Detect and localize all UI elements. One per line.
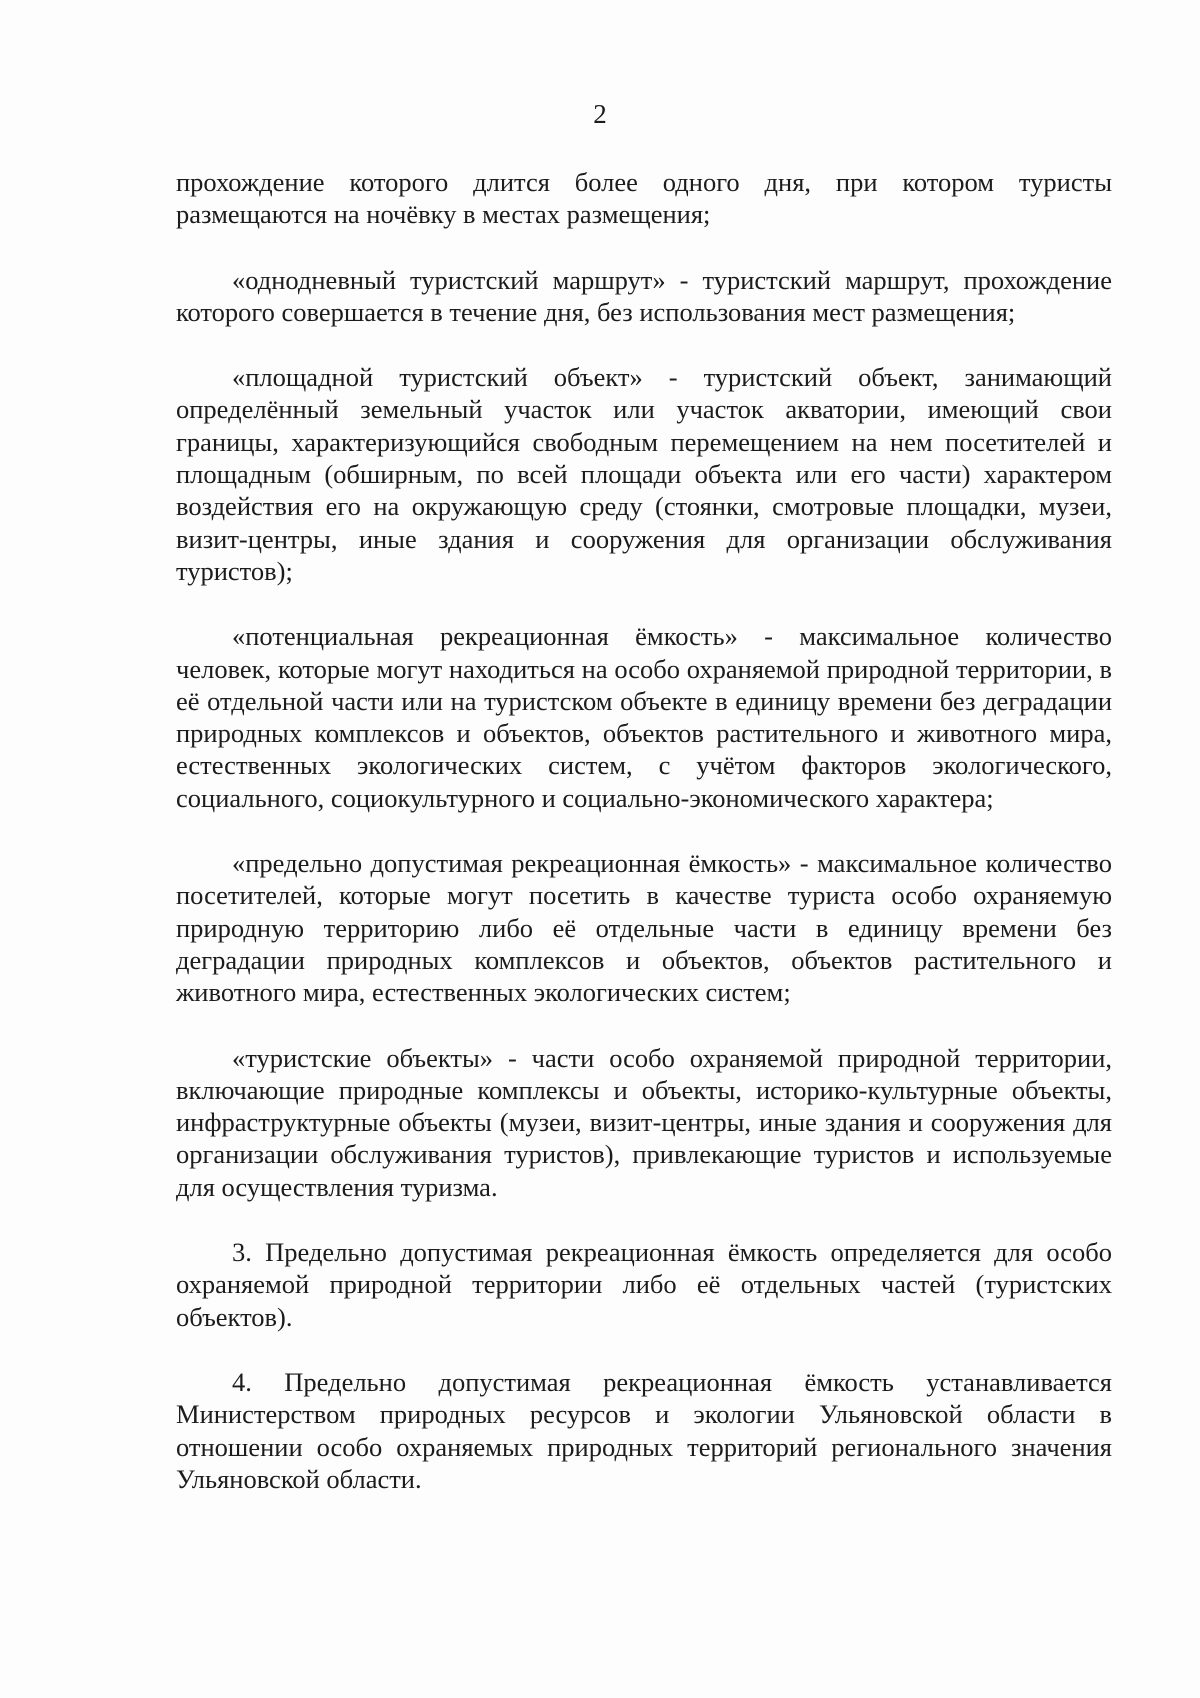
document-body: [176, 166, 1112, 1528]
paragraph-max-capacity: «предельно допустимая рекреационная ёмкость» - максимальное количество посетителей, которые могут посетить в качестве туриста особо охраняемую природную территорию либо её отдельные части в единицу времени без деградации природных комплексов и объектов, объектов растительного и животного мира, естественных экологических систем;: [176, 848, 1112, 1008]
paragraph-clause-4: 4. Предельно допустимая рекреационная ёмкость устанавливается Министерством природных ресурсов и экологии Ульяновской области в отношении особо охраняемых природных территорий регионального значения Ульяновской области.: [176, 1366, 1112, 1494]
paragraph-continuation: прохождение которого длится более одного дня, при котором туристы размещаются на ночёвку в местах размещения;: [176, 167, 1112, 230]
paragraph-area-object: «площадной туристский объект» - туристский объект, занимающий определённый земельный участок или участок акватории, имеющий свои границы, характеризующийся свободным перемещением на нем посетителей и площадным (обширным, по всей площади объекта или его части) характером воздействия его на окружающую среду (стоянки, смотровые площадки, музеи, визит-центры, иные здания и сооружения для организации обслуживания туристов);: [176, 362, 1112, 586]
paragraph-tourist-objects: «туристские объекты» - части особо охраняемой природной территории, включающие природные комплексы и объекты, историко-культурные объекты, инфраструктурные объекты (музеи, визит-центры, иные здания и сооружения для организации обслуживания туристов), привлекающие туристов и используемые для осуществления туризма.: [176, 1042, 1112, 1202]
paragraph-clause-3: 3. Предельно допустимая рекреационная ёмкость определяется для особо охраняемой природной территории либо её отдельных частей (туристских объектов).: [176, 1237, 1112, 1332]
paragraph-potential-capacity: «потенциальная рекреационная ёмкость» - максимальное количество человек, которые могут находиться на особо охраняемой природной территории, в её отдельной части или на туристском объекте в единицу времени без деградации природных комплексов и объектов, объектов растительного и животного мира, естественных экологических систем, с учётом факторов экологического, социального, социокультурного и социально-экономического характера;: [176, 621, 1112, 813]
paragraph-one-day-route: «однодневный туристский маршрут» - туристский маршрут, прохождение которого совершается в течение дня, без использования мест размещения;: [176, 264, 1112, 327]
page-number: 2: [593, 99, 607, 129]
